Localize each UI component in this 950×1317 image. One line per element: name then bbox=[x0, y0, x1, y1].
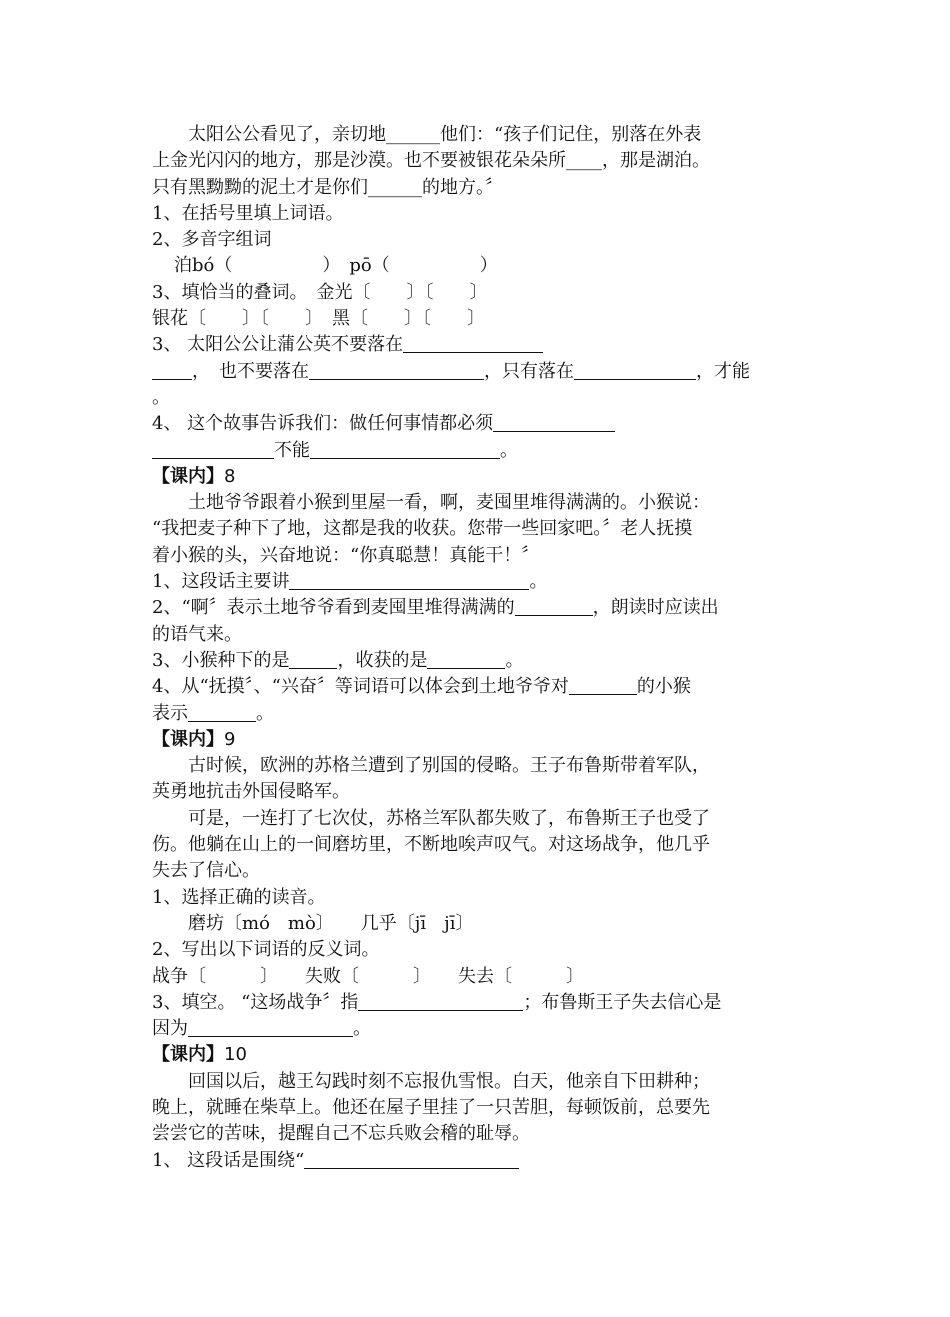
question-line bbox=[152, 701, 802, 727]
section-number: 8 bbox=[224, 465, 236, 487]
answer-blank[interactable] bbox=[309, 361, 484, 380]
answer-blank[interactable] bbox=[289, 650, 337, 669]
passage-line: 尝尝它的苦味，提醒自己不忘兵败会稽的耻辱。 bbox=[152, 1123, 530, 1145]
question-line bbox=[152, 648, 802, 674]
question-line bbox=[152, 674, 802, 700]
question-text: 1、 这段话是围绕“ bbox=[152, 1149, 305, 1171]
section-label: 【课内】 bbox=[152, 728, 224, 750]
question-text: 。 bbox=[152, 386, 170, 408]
question-text: ，只有落在 bbox=[484, 360, 574, 382]
answer-blank[interactable] bbox=[289, 571, 529, 590]
question-text: 的小猴 bbox=[636, 676, 691, 698]
section-label: 【课内】 bbox=[152, 465, 224, 487]
question-line bbox=[152, 595, 802, 621]
answer-blank[interactable] bbox=[493, 413, 615, 432]
passage-line: 着小猴的头，兴奋地说：“你真聪慧！真能干！〞 bbox=[152, 544, 540, 566]
passage-line: 可是，一连打了七次仗，苏格兰军队都失败了，布鲁斯王子也受了 bbox=[188, 807, 710, 829]
section-heading-8 bbox=[152, 464, 802, 490]
question-text: 。 bbox=[353, 1018, 371, 1040]
question-text: 1、这段话主要讲 bbox=[152, 571, 290, 593]
answer-blank[interactable] bbox=[574, 361, 696, 380]
question-text: 。 bbox=[256, 702, 274, 724]
passage-line: 回国以后，越王勾践时刻不忘报仇雪恨。白天，他亲自下田耕种； bbox=[188, 1070, 710, 1092]
question-text: ， 也不要落在 bbox=[192, 360, 309, 382]
question-line bbox=[152, 332, 802, 358]
passage-line: “我把麦子种下了地，这都是我的收获。您带一些回家吧。〞老人抚摸 bbox=[152, 518, 693, 540]
passage-line: 晚上，就睡在柴草上。他还在屋子里挂了一只苦胆，每顿饭前，总要先 bbox=[152, 1096, 710, 1118]
question-line bbox=[152, 1016, 802, 1042]
section-heading-10 bbox=[152, 1042, 802, 1068]
pronunciation-options: 磨坊〔mó mò〕 几乎〔jī jī〕 bbox=[188, 912, 474, 934]
question-line bbox=[152, 1148, 802, 1174]
section-number: 10 bbox=[224, 1044, 247, 1066]
question-text: 3、小猴种下的是 bbox=[152, 649, 290, 671]
answer-blank[interactable] bbox=[188, 1018, 353, 1037]
passage-line: 上金光闪闪的地方，那是沙漠。也不要被银花朵朵所____，那是湖泊。 bbox=[152, 150, 710, 172]
question-text: 。 bbox=[500, 439, 518, 461]
antonym-line: 战争〔 〕 失败〔 〕 失去〔 〕 bbox=[152, 965, 584, 987]
question-text: ，收获的是 bbox=[337, 649, 428, 671]
question-text: 3、填恰当的叠词。 金光〔 〕〔 〕 bbox=[152, 281, 488, 303]
question-text: 表示 bbox=[152, 702, 188, 724]
question-text: 1、选择正确的读音。 bbox=[152, 886, 326, 908]
passage-line: 只有黑黝黝的泥土才是你们______的地方。〞 bbox=[152, 176, 503, 198]
passage-line: 土地爷爷跟着小猴到里屋一看，啊，麦囤里堆得满满的。小猴说： bbox=[188, 492, 710, 514]
question-text: 2、“啊〞表示土地爷爷看到麦囤里堆得满满的 bbox=[152, 597, 515, 619]
question-text: 不能 bbox=[274, 439, 310, 461]
question-text: 。 bbox=[505, 649, 524, 671]
answer-blank[interactable] bbox=[515, 597, 593, 616]
worksheet-page bbox=[152, 122, 802, 1174]
question-text: 2、写出以下词语的反义词。 bbox=[152, 939, 380, 961]
question-text: 1、在括号里填上词语。 bbox=[152, 202, 344, 224]
passage-line: 古时候，欧洲的苏格兰遭到了别国的侵略。王子布鲁斯带着军队， bbox=[188, 755, 710, 777]
polyphone-line: 泊bó（ ） pō（ ） bbox=[174, 255, 498, 277]
question-text: 银花〔 〕〔 〕 黑〔 〕〔 〕 bbox=[152, 308, 485, 330]
answer-blank[interactable] bbox=[304, 1150, 519, 1169]
answer-blank[interactable] bbox=[358, 992, 523, 1011]
question-line bbox=[152, 359, 802, 385]
passage-line: 太阳公公看见了，亲切地______他们：“孩子们记住，别落在外表 bbox=[188, 124, 702, 145]
question-line bbox=[152, 569, 802, 595]
section-number: 9 bbox=[224, 728, 236, 750]
question-text: 3、 太阳公公让蒲公英不要落在 bbox=[152, 334, 404, 356]
question-text: 4、 这个故事告诉我们：做任何事情都必须 bbox=[152, 413, 494, 435]
question-text: 因为 bbox=[152, 1018, 188, 1040]
answer-blank[interactable] bbox=[403, 334, 543, 353]
question-text: ；布鲁斯王子失去信心是 bbox=[523, 991, 722, 1013]
passage-line: 伤。他躺在山上的一间磨坊里，不断地唉声叹气。对这场战争，他几乎 bbox=[152, 834, 710, 856]
answer-blank[interactable] bbox=[152, 440, 274, 459]
answer-blank[interactable] bbox=[310, 440, 500, 459]
question-text: 3、填空。 “这场战争〞指 bbox=[152, 991, 359, 1013]
question-text: ，朗读时应读出 bbox=[592, 597, 719, 619]
question-text: 。 bbox=[529, 571, 548, 593]
question-text: 4、从“抚摸〞、“兴奋〞等词语可以体会到土地爷爷对 bbox=[152, 676, 569, 698]
answer-blank[interactable] bbox=[427, 650, 505, 669]
question-text: 2、多音字组词 bbox=[152, 229, 272, 251]
answer-blank[interactable] bbox=[152, 361, 192, 380]
question-line bbox=[152, 438, 802, 464]
question-line bbox=[152, 990, 802, 1016]
question-text: 的语气来。 bbox=[152, 623, 242, 645]
section-label: 【课内】 bbox=[152, 1044, 224, 1066]
question-text: ，才能 bbox=[696, 360, 750, 382]
answer-blank[interactable] bbox=[188, 703, 256, 722]
section-heading-9 bbox=[152, 727, 802, 753]
answer-blank[interactable] bbox=[569, 676, 637, 695]
passage-line: 英勇地抗击外国侵略军。 bbox=[152, 781, 350, 803]
question-line bbox=[152, 411, 802, 437]
passage-line: 失去了信心。 bbox=[152, 860, 260, 882]
